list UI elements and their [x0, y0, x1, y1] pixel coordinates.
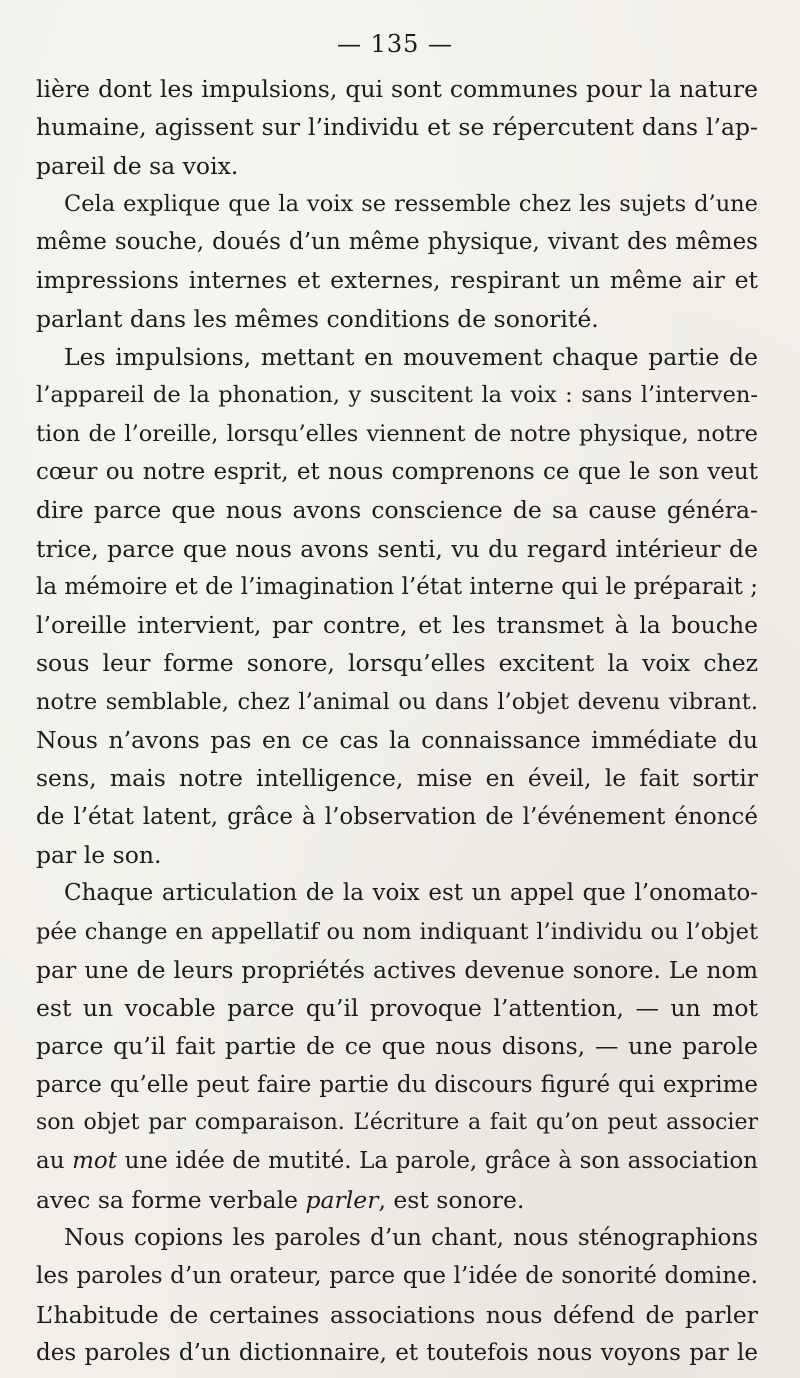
text-line: Chaque articulation de la voix est un appel que l’onomato- [64, 880, 758, 907]
text-line: de l’état latent, grâce à l’observation de l’événement énoncé [36, 803, 758, 830]
text-segment: une idée de mutité. La parole, grâce à son association [117, 1148, 758, 1175]
text-line: Nous copions les paroles d’un chant, nous sténographions [64, 1224, 758, 1251]
paragraph-4 [36, 874, 758, 1219]
text-line: son objet par comparaison. L’écriture a fait qu’on peut associer [36, 1110, 758, 1136]
paragraph-2 [36, 185, 758, 338]
text-line: pée change en appellatif ou nom indiquant l’individu ou l’objet [36, 918, 758, 945]
text-line: Cela explique que la voix se ressemble chez les sujets d’une [64, 190, 758, 217]
text-line: l’oreille intervient, par contre, et les transmet à la bouche [36, 611, 758, 640]
text-line: la mémoire et de l’imagination l’état interne qui le préparait ; [36, 573, 758, 600]
text-line: sens, mais notre intelligence, mise en éveil, le fait sortir [36, 764, 758, 793]
text-line: impressions internes et externes, respirant un même air et [36, 266, 758, 295]
text-line: dire parce que nous avons conscience de sa cause généra- [36, 496, 758, 525]
text-line: cœur ou notre esprit, et nous comprenons ce que le son veut [36, 458, 758, 485]
text-line: les paroles d’un orateur, parce que l’idée de sonorité domine. [36, 1263, 758, 1290]
text-line: parce qu’elle peut faire partie du discours figuré qui exprime [36, 1071, 758, 1098]
body-text [36, 70, 758, 1372]
text-line: est un vocable parce qu’il provoque l’attention, — un mot [36, 994, 758, 1023]
text-segment: au [36, 1148, 73, 1175]
text-line: notre semblable, chez l’animal ou dans l’objet devenu vibrant. [36, 688, 758, 715]
text-line: parce qu’il fait partie de ce que nous disons, — une parole [36, 1032, 758, 1061]
paragraph-3 [36, 338, 758, 874]
text-line: Nous n’avons pas en ce cas la connaissance immédiate du [36, 726, 758, 755]
text-line: même souche, doués d’un même physique, vivant des mêmes [36, 229, 758, 256]
text-line-with-italic-parler [36, 1181, 758, 1219]
page-number: — 135 — [336, 30, 454, 58]
text-line: tion de l’oreille, lorsqu’elles viennent de notre physique, notre [36, 420, 758, 447]
text-segment: avec sa forme verbale [36, 1185, 306, 1214]
text-line: L’habitude de certaines associations nous défend de parler [36, 1300, 758, 1329]
italic-word-mot: mot [72, 1148, 118, 1175]
italic-word-parler: parler [305, 1185, 379, 1214]
text-line: sous leur forme sonore, lorsqu’elles excitent la voix chez [36, 649, 758, 678]
text-line: par une de leurs propriétés actives devenue sonore. Le nom [36, 955, 758, 984]
paragraph-1 [36, 70, 758, 185]
text-line: humaine, agissent sur l’individu et se répercutent dans l’ap- [36, 113, 758, 142]
text-line: Les impulsions, mettant en mouvement chaque partie de [64, 343, 758, 372]
text-line: lière dont les impulsions, qui sont communes pour la nature [36, 75, 758, 103]
text-line: parlant dans les mêmes conditions de sonorité. [36, 304, 599, 333]
text-line: pareil de sa voix. [36, 151, 239, 180]
text-segment: , est sonore. [378, 1185, 525, 1214]
text-line: trice, parce que nous avons senti, vu du regard intérieur de [36, 534, 758, 563]
paragraph-5 [36, 1219, 758, 1372]
text-line-with-italic-mot [36, 1142, 758, 1180]
text-line: l’appareil de la phonation, y suscitent la voix : sans l’interven- [36, 382, 758, 409]
text-line: par le son. [36, 840, 162, 869]
text-line: des paroles d’un dictionnaire, et toutefois nous voyons par le [36, 1339, 758, 1366]
